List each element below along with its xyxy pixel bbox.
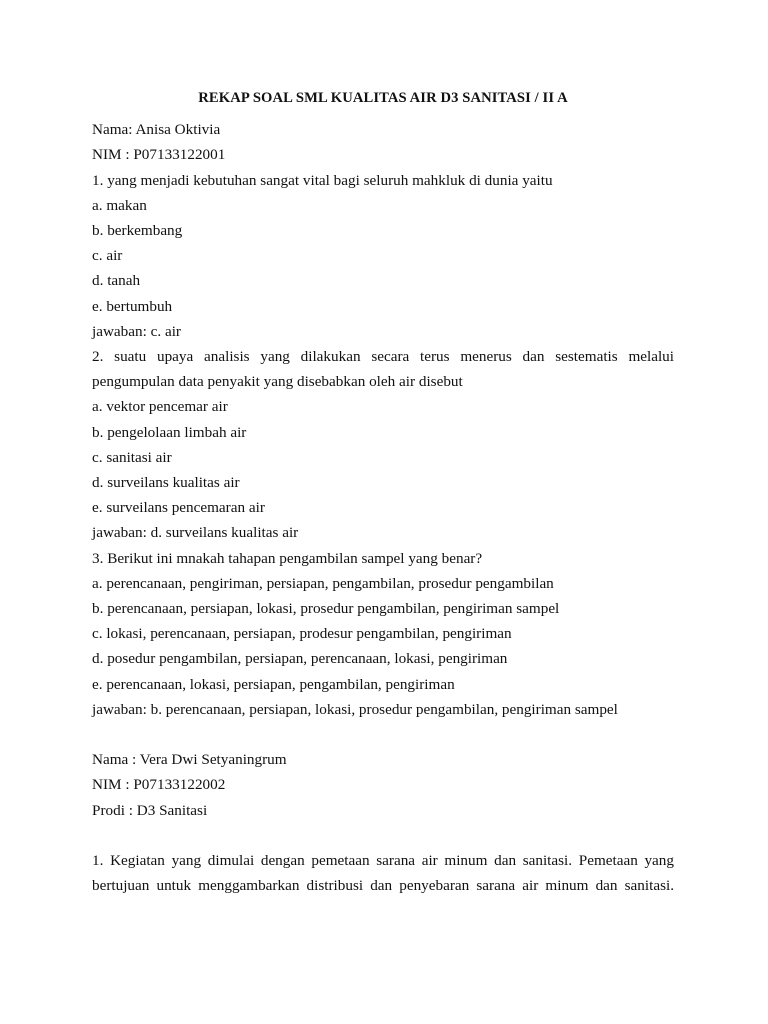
option-d: d. posedur pengambilan, persiapan, perencanaan, lokasi, pengiriman xyxy=(92,650,508,668)
option-e: e. bertumbuh xyxy=(92,297,173,315)
option-c: c. air xyxy=(92,247,123,265)
student-nim: NIM : P07133122002 xyxy=(92,776,226,794)
option-c: c. lokasi, perencanaan, persiapan, prodesur pengambilan, pengiriman xyxy=(92,625,512,643)
option-c: c. sanitasi air xyxy=(92,448,172,466)
option-a: a. vektor pencemar air xyxy=(92,398,228,416)
section-anisa xyxy=(92,117,674,722)
section-vera xyxy=(92,747,674,898)
option-b: b. pengelolaan limbah air xyxy=(92,423,247,441)
question-1: 1. yang menjadi kebutuhan sangat vital bagi seluruh mahkluk di dunia yaitu xyxy=(92,171,553,189)
option-b: b. berkembang xyxy=(92,222,183,240)
question-3: 3. Berikut ini mnakah tahapan pengambilan sampel yang benar? xyxy=(92,549,483,567)
student-name: Nama: Anisa Oktivia xyxy=(92,121,221,139)
student-name: Nama : Vera Dwi Setyaningrum xyxy=(92,751,287,769)
student-prodi: Prodi : D3 Sanitasi xyxy=(92,801,208,819)
answer-3: jawaban: b. perencanaan, persiapan, lokasi, prosedur pengambilan, pengiriman sampel xyxy=(92,700,618,718)
question-1-line-2: bertujuan untuk menggambarkan distribusi dan penyebaran sarana air minum dan sanitasi. xyxy=(92,877,674,895)
option-a: a. makan xyxy=(92,196,147,214)
document-content xyxy=(92,86,674,898)
section-spacer xyxy=(92,823,674,848)
student-nim: NIM : P07133122001 xyxy=(92,146,226,164)
answer-2: jawaban: d. surveilans kualitas air xyxy=(92,524,299,542)
option-e: e. perencanaan, lokasi, persiapan, pengambilan, pengiriman xyxy=(92,675,455,693)
answer-1: jawaban: c. air xyxy=(92,322,181,340)
question-2: 2. suatu upaya analisis yang dilakukan secara terus menerus dan sestematis melalui pengumpulan data penyakit yang disebabkan oleh air disebut xyxy=(92,348,674,391)
option-d: d. surveilans kualitas air xyxy=(92,474,240,492)
option-e: e. surveilans pencemaran air xyxy=(92,499,265,517)
document-title: REKAP SOAL SML KUALITAS AIR D3 SANITASI / II A xyxy=(198,90,568,106)
section-spacer xyxy=(92,722,674,747)
option-b: b. perencanaan, persiapan, lokasi, prosedur pengambilan, pengiriman sampel xyxy=(92,600,560,618)
option-d: d. tanah xyxy=(92,272,141,290)
question-1-line-1: 1. Kegiatan yang dimulai dengan pemetaan sarana air minum dan sanitasi. Pemetaan yang xyxy=(92,852,674,870)
option-a: a. perencanaan, pengiriman, persiapan, pengambilan, prosedur pengambilan xyxy=(92,574,554,592)
